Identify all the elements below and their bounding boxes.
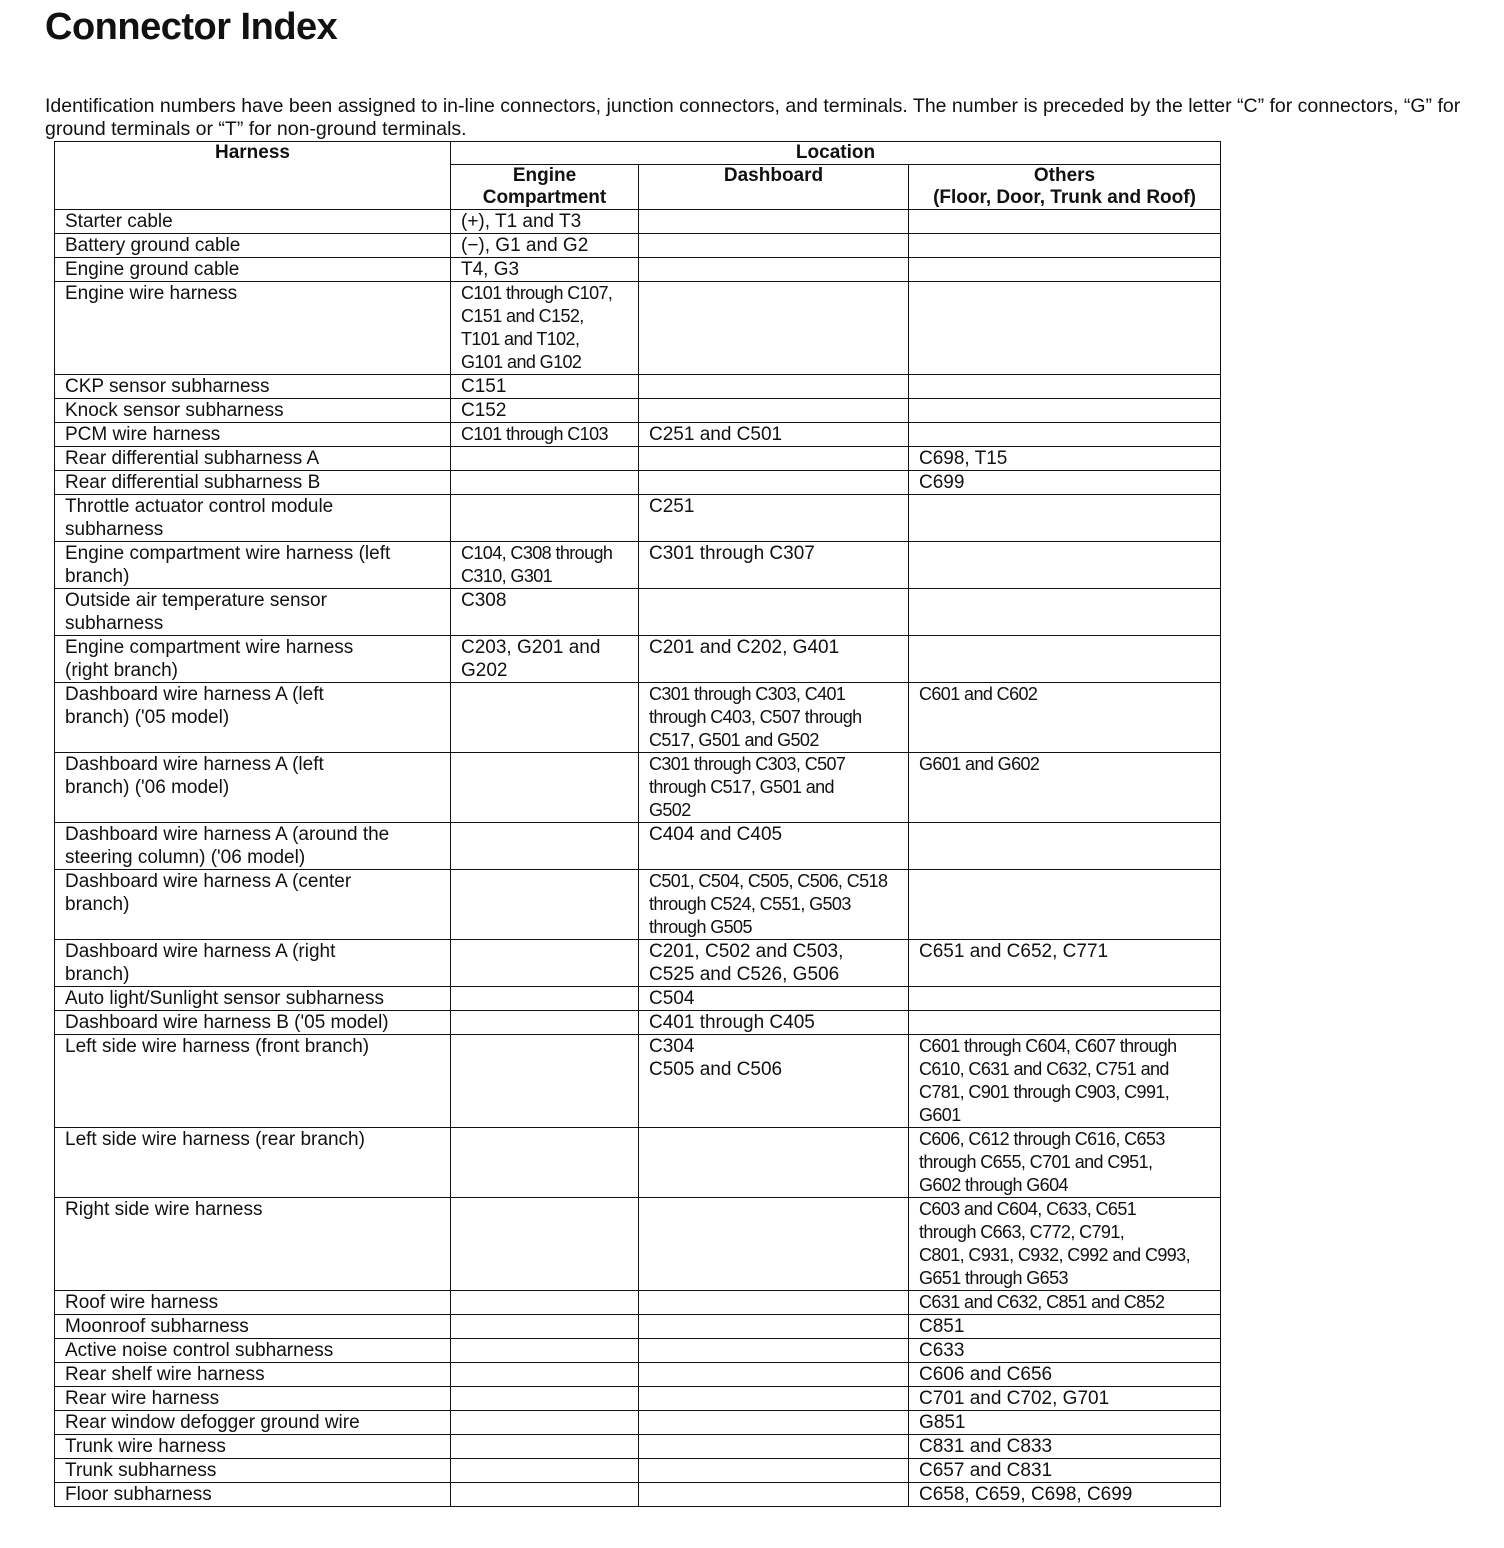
dashboard-cell: C304 C505 and C506: [639, 1035, 909, 1128]
others-cell: C851: [909, 1315, 1221, 1339]
engine-cell: C104, C308 through C310, G301: [451, 542, 639, 589]
harness-cell: Starter cable: [55, 210, 451, 234]
harness-cell: Trunk subharness: [55, 1459, 451, 1483]
others-cell: G851: [909, 1411, 1221, 1435]
others-cell: [909, 495, 1221, 542]
others-cell: [909, 375, 1221, 399]
harness-cell: PCM wire harness: [55, 423, 451, 447]
others-cell: C601 through C604, C607 through C610, C631 and C632, C751 and C781, C901 through C903, C991, G601: [909, 1035, 1221, 1128]
dashboard-cell: [639, 1459, 909, 1483]
harness-cell: Auto light/Sunlight sensor subharness: [55, 987, 451, 1011]
location-header: Location: [451, 142, 1221, 165]
harness-cell: Dashboard wire harness A (right branch): [55, 940, 451, 987]
table-row: [55, 1459, 1221, 1483]
table-row: [55, 1387, 1221, 1411]
engine-cell: (+), T1 and T3: [451, 210, 639, 234]
others-cell: [909, 589, 1221, 636]
engine-cell: [451, 1291, 639, 1315]
dashboard-cell: C301 through C307: [639, 542, 909, 589]
engine-cell: C101 through C103: [451, 423, 639, 447]
harness-cell: Floor subharness: [55, 1483, 451, 1507]
others-cell: C631 and C632, C851 and C852: [909, 1291, 1221, 1315]
table-row: [55, 1035, 1221, 1128]
table-row: [55, 683, 1221, 753]
harness-cell: Knock sensor subharness: [55, 399, 451, 423]
table-row: [55, 375, 1221, 399]
engine-cell: C151: [451, 375, 639, 399]
dashboard-cell: C301 through C303, C401 through C403, C507 through C517, G501 and G502: [639, 683, 909, 753]
harness-cell: Right side wire harness: [55, 1198, 451, 1291]
dashboard-cell: C251 and C501: [639, 423, 909, 447]
engine-cell: C101 through C107, C151 and C152, T101 and T102, G101 and G102: [451, 282, 639, 375]
table-row: [55, 423, 1221, 447]
dashboard-cell: C201, C502 and C503, C525 and C526, G506: [639, 940, 909, 987]
others-cell: [909, 282, 1221, 375]
table-row: [55, 870, 1221, 940]
table-row: [55, 282, 1221, 375]
engine-cell: [451, 1411, 639, 1435]
table-row: [55, 1315, 1221, 1339]
engine-compartment-header: Engine Compartment: [451, 165, 639, 210]
harness-cell: Active noise control subharness: [55, 1339, 451, 1363]
engine-cell: T4, G3: [451, 258, 639, 282]
table-row: [55, 1483, 1221, 1507]
engine-cell: C152: [451, 399, 639, 423]
harness-cell: Left side wire harness (front branch): [55, 1035, 451, 1128]
harness-cell: Dashboard wire harness A (left branch) ('06 model): [55, 753, 451, 823]
others-cell: C603 and C604, C633, C651 through C663, C772, C791, C801, C931, C932, C992 and C993, G651 through G653: [909, 1198, 1221, 1291]
dashboard-cell: [639, 1315, 909, 1339]
engine-cell: [451, 495, 639, 542]
table-row: [55, 636, 1221, 683]
dashboard-cell: [639, 282, 909, 375]
harness-cell: Rear differential subharness B: [55, 471, 451, 495]
harness-cell: Dashboard wire harness A (around the steering column) ('06 model): [55, 823, 451, 870]
harness-cell: Outside air temperature sensor subharness: [55, 589, 451, 636]
harness-cell: Rear window defogger ground wire: [55, 1411, 451, 1435]
table-row: [55, 1128, 1221, 1198]
dashboard-cell: [639, 1411, 909, 1435]
harness-cell: Roof wire harness: [55, 1291, 451, 1315]
others-cell: C701 and C702, G701: [909, 1387, 1221, 1411]
dashboard-cell: [639, 471, 909, 495]
engine-cell: [451, 823, 639, 870]
others-cell: C699: [909, 471, 1221, 495]
others-header: Others (Floor, Door, Trunk and Roof): [909, 165, 1221, 210]
dashboard-cell: C201 and C202, G401: [639, 636, 909, 683]
engine-cell: [451, 1035, 639, 1128]
engine-cell: [451, 1339, 639, 1363]
others-cell: [909, 870, 1221, 940]
harness-cell: Engine ground cable: [55, 258, 451, 282]
dashboard-cell: [639, 375, 909, 399]
harness-cell: Trunk wire harness: [55, 1435, 451, 1459]
others-cell: [909, 399, 1221, 423]
engine-cell: [451, 1315, 639, 1339]
others-cell: C657 and C831: [909, 1459, 1221, 1483]
others-cell: C698, T15: [909, 447, 1221, 471]
table-row: [55, 471, 1221, 495]
dashboard-cell: [639, 399, 909, 423]
page-title: Connector Index: [45, 6, 338, 48]
others-cell: [909, 987, 1221, 1011]
table-body: [55, 210, 1221, 1507]
engine-cell: [451, 1198, 639, 1291]
table-row: [55, 987, 1221, 1011]
harness-cell: Rear differential subharness A: [55, 447, 451, 471]
table-row: [55, 823, 1221, 870]
others-cell: G601 and G602: [909, 753, 1221, 823]
engine-cell: [451, 471, 639, 495]
dashboard-cell: C504: [639, 987, 909, 1011]
others-cell: C633: [909, 1339, 1221, 1363]
others-cell: C651 and C652, C771: [909, 940, 1221, 987]
table-row: [55, 1339, 1221, 1363]
table-row: [55, 447, 1221, 471]
harness-cell: Rear wire harness: [55, 1387, 451, 1411]
harness-cell: Left side wire harness (rear branch): [55, 1128, 451, 1198]
header-row-top: [55, 142, 1221, 165]
dashboard-cell: [639, 589, 909, 636]
engine-cell: [451, 987, 639, 1011]
harness-cell: Engine wire harness: [55, 282, 451, 375]
table-row: [55, 1411, 1221, 1435]
others-cell: C606 and C656: [909, 1363, 1221, 1387]
connector-index-table: [54, 141, 1221, 1507]
dashboard-cell: [639, 258, 909, 282]
dashboard-cell: C251: [639, 495, 909, 542]
others-cell: [909, 823, 1221, 870]
others-cell: [909, 1011, 1221, 1035]
table-row: [55, 258, 1221, 282]
table-header: [55, 142, 1221, 210]
dashboard-cell: [639, 1128, 909, 1198]
others-cell: C831 and C833: [909, 1435, 1221, 1459]
table-row: [55, 589, 1221, 636]
others-cell: [909, 210, 1221, 234]
harness-header: Harness: [55, 142, 451, 210]
harness-cell: Dashboard wire harness B ('05 model): [55, 1011, 451, 1035]
dashboard-cell: [639, 1198, 909, 1291]
engine-cell: [451, 1363, 639, 1387]
table-row: [55, 399, 1221, 423]
engine-cell: (−), G1 and G2: [451, 234, 639, 258]
dashboard-cell: [639, 1483, 909, 1507]
engine-cell: C308: [451, 589, 639, 636]
table-row: [55, 542, 1221, 589]
dashboard-header: Dashboard: [639, 165, 909, 210]
table-row: [55, 1198, 1221, 1291]
others-cell: [909, 636, 1221, 683]
harness-cell: Rear shelf wire harness: [55, 1363, 451, 1387]
table-row: [55, 940, 1221, 987]
table-row: [55, 1291, 1221, 1315]
engine-cell: [451, 1387, 639, 1411]
harness-cell: Engine compartment wire harness (right branch): [55, 636, 451, 683]
table-row: [55, 495, 1221, 542]
dashboard-cell: [639, 1435, 909, 1459]
harness-cell: Engine compartment wire harness (left branch): [55, 542, 451, 589]
engine-cell: [451, 870, 639, 940]
harness-cell: Dashboard wire harness A (left branch) ('05 model): [55, 683, 451, 753]
dashboard-cell: [639, 1387, 909, 1411]
dashboard-cell: C301 through C303, C507 through C517, G501 and G502: [639, 753, 909, 823]
table-row: [55, 1363, 1221, 1387]
dashboard-cell: C501, C504, C505, C506, C518 through C524, C551, G503 through G505: [639, 870, 909, 940]
dashboard-cell: [639, 1339, 909, 1363]
dashboard-cell: [639, 447, 909, 471]
table-row: [55, 234, 1221, 258]
engine-cell: [451, 1483, 639, 1507]
table-row: [55, 1435, 1221, 1459]
others-cell: [909, 258, 1221, 282]
harness-cell: CKP sensor subharness: [55, 375, 451, 399]
others-cell: [909, 423, 1221, 447]
others-cell: [909, 542, 1221, 589]
engine-cell: [451, 1011, 639, 1035]
engine-cell: C203, G201 and G202: [451, 636, 639, 683]
engine-cell: [451, 753, 639, 823]
others-cell: [909, 234, 1221, 258]
others-cell: C601 and C602: [909, 683, 1221, 753]
intro-paragraph: Identification numbers have been assigned to in-line connectors, junction connectors, and terminals. The number is preceded by the letter “C” for connectors, “G” for ground terminals or “T” for non-ground terminals.: [45, 95, 1461, 140]
table-row: [55, 753, 1221, 823]
others-cell: C606, C612 through C616, C653 through C655, C701 and C951, G602 through G604: [909, 1128, 1221, 1198]
engine-cell: [451, 940, 639, 987]
dashboard-cell: [639, 210, 909, 234]
dashboard-cell: C401 through C405: [639, 1011, 909, 1035]
harness-cell: Battery ground cable: [55, 234, 451, 258]
dashboard-cell: [639, 1363, 909, 1387]
harness-cell: Moonroof subharness: [55, 1315, 451, 1339]
engine-cell: [451, 447, 639, 471]
dashboard-cell: [639, 234, 909, 258]
engine-cell: [451, 683, 639, 753]
others-cell: C658, C659, C698, C699: [909, 1483, 1221, 1507]
engine-cell: [451, 1459, 639, 1483]
dashboard-cell: [639, 1291, 909, 1315]
dashboard-cell: C404 and C405: [639, 823, 909, 870]
engine-cell: [451, 1128, 639, 1198]
engine-cell: [451, 1435, 639, 1459]
table-row: [55, 210, 1221, 234]
harness-cell: Dashboard wire harness A (center branch): [55, 870, 451, 940]
harness-cell: Throttle actuator control module subharness: [55, 495, 451, 542]
table-row: [55, 1011, 1221, 1035]
